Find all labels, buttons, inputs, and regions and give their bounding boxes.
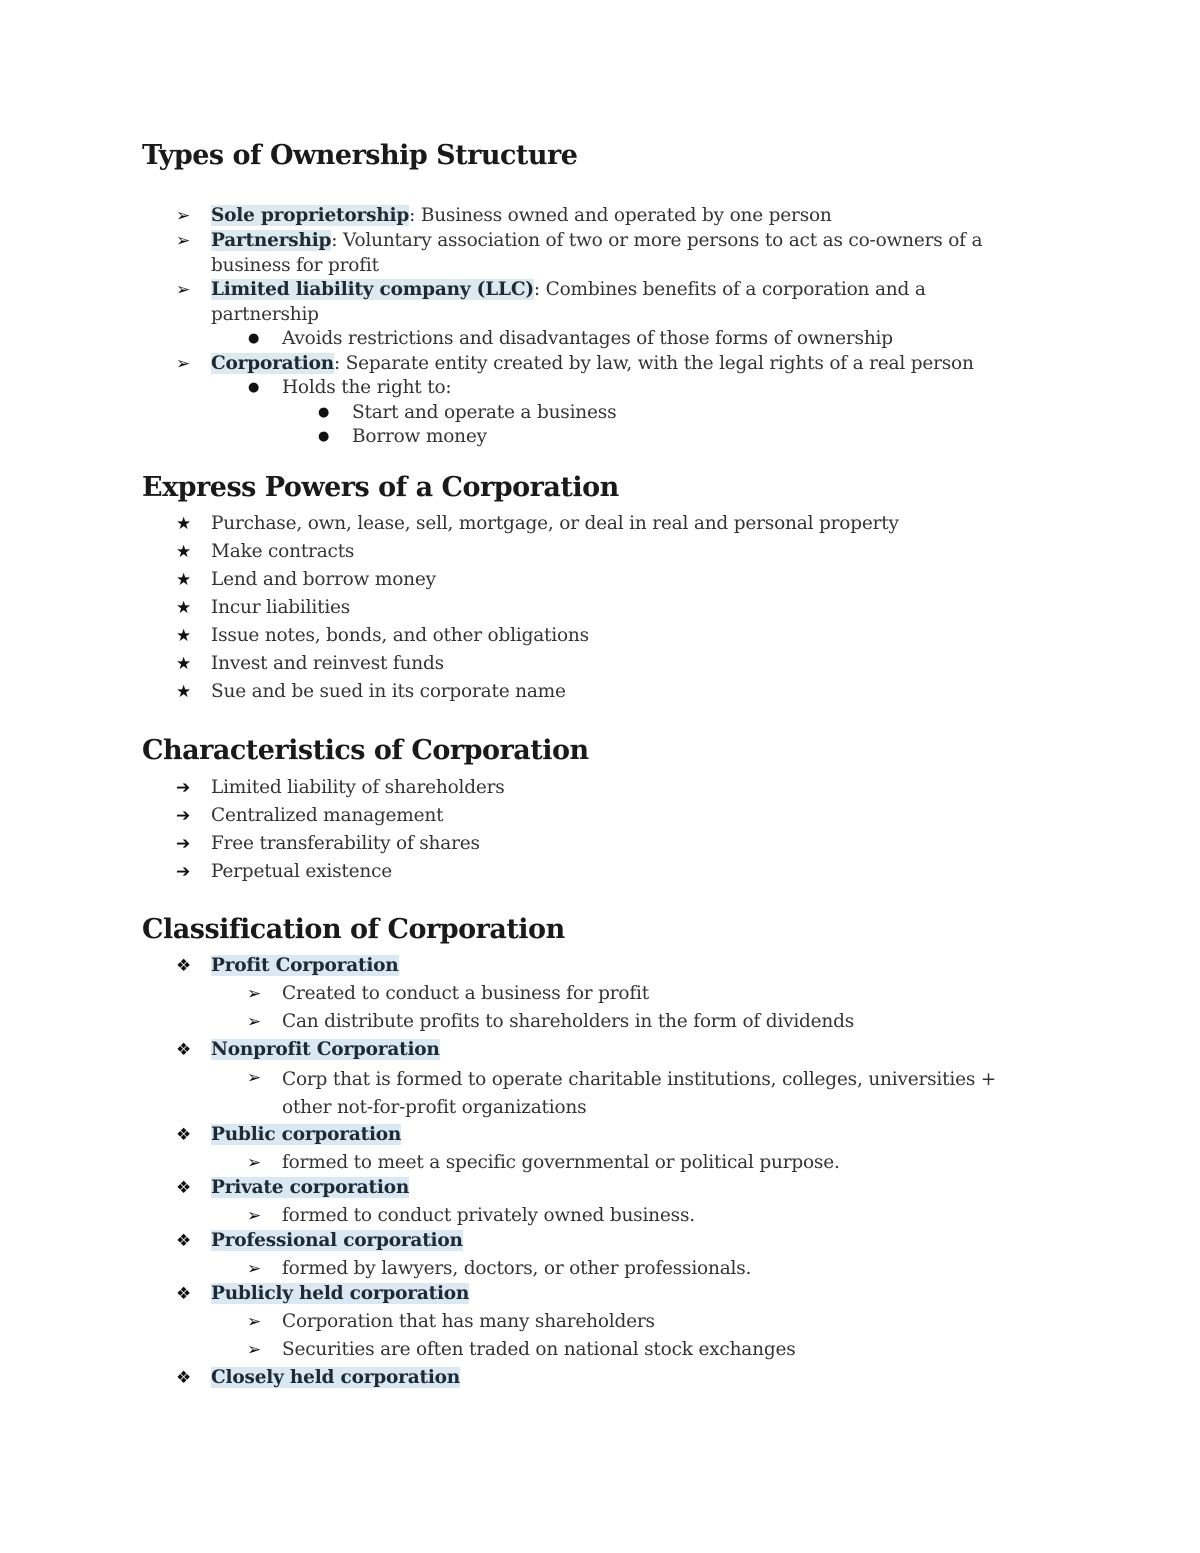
classification-term: Profit Corporation bbox=[211, 955, 399, 976]
classification-sub-item: Can distribute profits to shareholders in the form of dividends bbox=[282, 1011, 855, 1032]
diamond-bullet-icon: ❖ bbox=[176, 1178, 192, 1198]
arrowhead-bullet-icon: ➢ bbox=[247, 1259, 262, 1279]
diamond-bullet-icon: ❖ bbox=[176, 1284, 192, 1304]
powers-item: Issue notes, bonds, and other obligations bbox=[211, 625, 589, 646]
term-highlight: Sole proprietorship bbox=[211, 205, 410, 226]
classification-term: Professional corporation bbox=[211, 1230, 463, 1251]
characteristics-item: Limited liability of shareholders bbox=[211, 777, 505, 798]
dot-bullet-icon: ● bbox=[248, 380, 260, 395]
star-bullet-icon: ★ bbox=[176, 626, 192, 646]
term-highlight: Corporation bbox=[211, 353, 334, 374]
powers-item: Make contracts bbox=[211, 541, 355, 562]
arrowhead-bullet-icon: ➢ bbox=[247, 1312, 262, 1332]
section-title-classification: Classification of Corporation bbox=[142, 914, 565, 945]
dot-bullet-icon: ● bbox=[248, 331, 260, 346]
classification-sub-item: formed to conduct privately owned business. bbox=[282, 1205, 695, 1226]
arrowhead-bullet-icon: ➢ bbox=[176, 280, 191, 300]
characteristics-item: Centralized management bbox=[211, 805, 444, 826]
section-title-ownership: Types of Ownership Structure bbox=[142, 140, 578, 171]
arrowhead-bullet-icon: ➢ bbox=[247, 1153, 262, 1173]
term-highlight: Limited liability company (LLC) bbox=[211, 279, 534, 300]
arrowhead-bullet-icon: ➢ bbox=[176, 354, 191, 374]
arrow-bullet-icon: ➔ bbox=[176, 806, 191, 826]
classification-term: Closely held corporation bbox=[211, 1367, 461, 1388]
arrowhead-bullet-icon: ➢ bbox=[247, 1340, 262, 1360]
section-title-powers: Express Powers of a Corporation bbox=[142, 472, 619, 503]
arrowhead-bullet-icon: ➢ bbox=[247, 1206, 262, 1226]
powers-item: Incur liabilities bbox=[211, 597, 351, 618]
ownership-item-sole: Sole proprietorship: Business owned and operated by one person bbox=[211, 205, 832, 226]
classification-term: Publicly held corporation bbox=[211, 1283, 470, 1304]
star-bullet-icon: ★ bbox=[176, 654, 192, 674]
diamond-bullet-icon: ❖ bbox=[176, 1040, 192, 1060]
characteristics-item: Free transferability of shares bbox=[211, 833, 480, 854]
characteristics-item: Perpetual existence bbox=[211, 861, 392, 882]
powers-item: Purchase, own, lease, sell, mortgage, or deal in real and personal property bbox=[211, 513, 899, 534]
ownership-sub-item: Avoids restrictions and disadvantages of those forms of ownership bbox=[282, 328, 893, 349]
star-bullet-icon: ★ bbox=[176, 570, 192, 590]
powers-item: Lend and borrow money bbox=[211, 569, 436, 590]
classification-sub-item: Securities are often traded on national stock exchanges bbox=[282, 1339, 796, 1360]
dot-bullet-icon: ● bbox=[318, 405, 330, 420]
ownership-subsub-item: Start and operate a business bbox=[352, 402, 617, 423]
star-bullet-icon: ★ bbox=[176, 682, 192, 702]
ownership-sub-item: Holds the right to: bbox=[282, 377, 452, 398]
diamond-bullet-icon: ❖ bbox=[176, 1125, 192, 1145]
ownership-item-corporation: Corporation: Separate entity created by law, with the legal rights of a real person bbox=[211, 353, 974, 374]
classification-sub-item: formed to meet a specific governmental or political purpose. bbox=[282, 1152, 840, 1173]
classification-sub-item: formed by lawyers, doctors, or other professionals. bbox=[282, 1258, 752, 1279]
ownership-item-partnership: Partnership: Voluntary association of two or more persons to act as co-owners of a business for profit bbox=[211, 230, 983, 276]
powers-item: Sue and be sued in its corporate name bbox=[211, 681, 566, 702]
ownership-subsub-item: Borrow money bbox=[352, 426, 487, 447]
section-title-characteristics: Characteristics of Corporation bbox=[142, 735, 589, 766]
classification-term: Nonprofit Corporation bbox=[211, 1039, 440, 1060]
arrowhead-bullet-icon: ➢ bbox=[176, 231, 191, 251]
arrowhead-bullet-icon: ➢ bbox=[176, 206, 191, 226]
classification-sub-item: Corp that is formed to operate charitable institutions, colleges, universities + other not-for-profit organizations bbox=[282, 1069, 997, 1118]
arrowhead-bullet-icon: ➢ bbox=[247, 984, 262, 1004]
star-bullet-icon: ★ bbox=[176, 514, 192, 534]
arrowhead-bullet-icon: ➢ bbox=[247, 1012, 262, 1032]
powers-item: Invest and reinvest funds bbox=[211, 653, 444, 674]
classification-term: Public corporation bbox=[211, 1124, 402, 1145]
term-highlight: Partnership bbox=[211, 230, 332, 251]
classification-sub-item: Corporation that has many shareholders bbox=[282, 1311, 655, 1332]
arrow-bullet-icon: ➔ bbox=[176, 862, 191, 882]
diamond-bullet-icon: ❖ bbox=[176, 956, 192, 976]
arrow-bullet-icon: ➔ bbox=[176, 778, 191, 798]
classification-term: Private corporation bbox=[211, 1177, 410, 1198]
arrowhead-bullet-icon: ➢ bbox=[247, 1068, 262, 1088]
arrow-bullet-icon: ➔ bbox=[176, 834, 191, 854]
ownership-item-llc: Limited liability company (LLC): Combines benefits of a corporation and a partnership bbox=[211, 279, 926, 325]
star-bullet-icon: ★ bbox=[176, 542, 192, 562]
classification-sub-item: Created to conduct a business for profit bbox=[282, 983, 649, 1004]
dot-bullet-icon: ● bbox=[318, 429, 330, 444]
star-bullet-icon: ★ bbox=[176, 598, 192, 618]
diamond-bullet-icon: ❖ bbox=[176, 1231, 192, 1251]
diamond-bullet-icon: ❖ bbox=[176, 1368, 192, 1388]
